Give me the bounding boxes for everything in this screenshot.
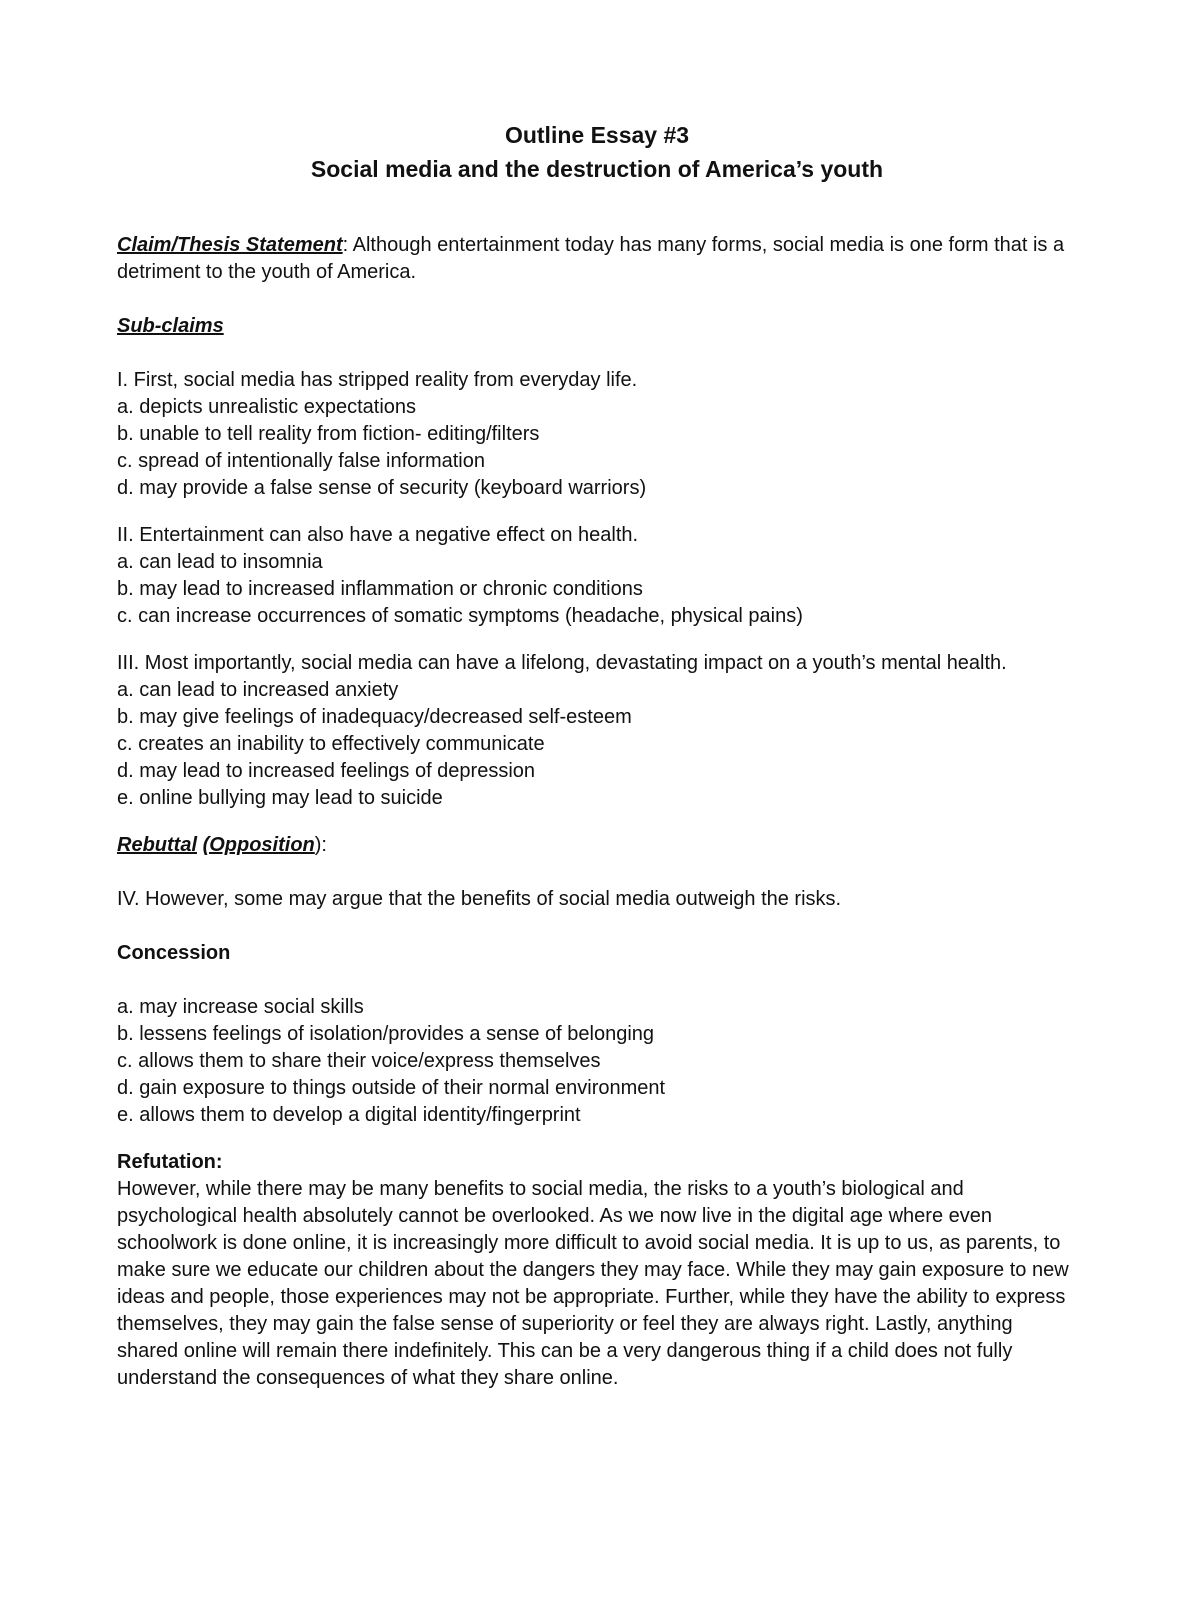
list-item: a. can lead to increased anxiety	[117, 679, 399, 701]
title-block	[117, 118, 1077, 186]
rebuttal-text: IV. However, some may argue that the benefits of social media outweigh the risks.	[117, 888, 842, 910]
rebuttal-label	[117, 832, 1077, 859]
list-item: d. may provide a false sense of security (keyboard warriors)	[117, 477, 647, 499]
rebuttal-label-tail: ):	[314, 834, 327, 856]
document-subtitle: Social media and the destruction of America’s youth	[310, 156, 884, 182]
rebuttal-label-a: Rebuttal	[117, 834, 197, 856]
section-1-heading: I. First, social media has stripped reality from everyday life.	[117, 369, 638, 391]
claim-separator: :	[342, 234, 349, 256]
concession-list	[117, 994, 1077, 1129]
section-3-heading: III. Most importantly, social media can have a lifelong, devastating impact on a youth’s mental health.	[117, 652, 1007, 674]
list-item: e. allows them to develop a digital identity/fingerprint	[117, 1104, 581, 1126]
refutation-label: Refutation:	[117, 1151, 223, 1173]
section-2-list	[117, 549, 1077, 630]
list-item: c. allows them to share their voice/express themselves	[117, 1050, 601, 1072]
list-item: a. may increase social skills	[117, 996, 364, 1018]
section-3-list	[117, 677, 1077, 812]
section-1	[117, 367, 1077, 502]
claim-label: Claim/Thesis Statement	[117, 234, 343, 256]
concession-label: Concession	[117, 942, 231, 964]
list-item: d. may lead to increased feelings of depression	[117, 760, 536, 782]
list-item: c. creates an inability to effectively communicate	[117, 733, 545, 755]
section-3	[117, 650, 1077, 812]
section-1-list	[117, 394, 1077, 502]
claim-paragraph	[117, 232, 1077, 286]
document-title: Outline Essay #3	[504, 122, 690, 148]
section-2	[117, 522, 1077, 630]
rebuttal-label-b: (Opposition	[202, 834, 315, 856]
list-item: d. gain exposure to things outside of their normal environment	[117, 1077, 666, 1099]
list-item: a. can lead to insomnia	[117, 551, 323, 573]
refutation-text: However, while there may be many benefits to social media, the risks to a youth’s biological and psychological health absolutely cannot be overlooked. As we now live in the digital age where even schoolwork is done online, it is increasingly more difficult to avoid social media. It is up to us, as parents, to make sure we educate our children about the dangers they may face. While they may gain exposure to new ideas and people, those experiences may not be appropriate. Further, while they have the ability to express themselves, they may gain the false sense of superiority or feel they are always right. Lastly, anything shared online will remain there indefinitely. This can be a very dangerous thing if a child does not fully understand the consequences of what they share online.	[117, 1178, 1069, 1389]
list-item: a. depicts unrealistic expectations	[117, 396, 417, 418]
list-item: e. online bullying may lead to suicide	[117, 787, 443, 809]
list-item: b. may lead to increased inflammation or chronic conditions	[117, 578, 643, 600]
list-item: c. spread of intentionally false information	[117, 450, 485, 472]
list-item: b. lessens feelings of isolation/provides a sense of belonging	[117, 1023, 655, 1045]
list-item: b. may give feelings of inadequacy/decreased self-esteem	[117, 706, 632, 728]
subclaims-label: Sub-claims	[117, 315, 224, 337]
document-body	[117, 118, 1077, 1392]
list-item: c. can increase occurrences of somatic symptoms (headache, physical pains)	[117, 605, 803, 627]
section-2-heading: II. Entertainment can also have a negative effect on health.	[117, 524, 639, 546]
claim-text: Although entertainment today has many forms, social media is one form that is a detriment to the youth of America.	[117, 234, 1065, 283]
list-item: b. unable to tell reality from fiction- editing/filters	[117, 423, 540, 445]
